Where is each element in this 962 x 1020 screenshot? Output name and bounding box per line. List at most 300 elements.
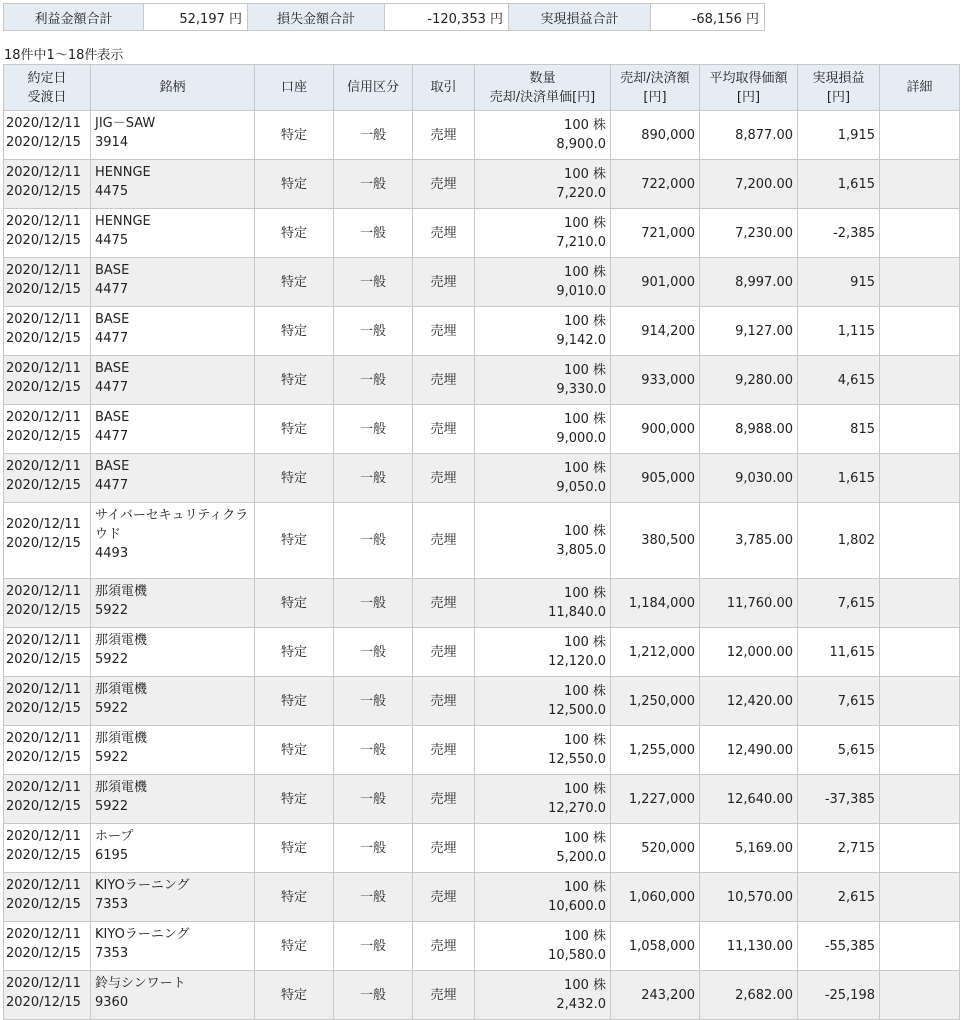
account-cell: 特定 bbox=[255, 405, 334, 454]
avg-cost-cell: 12,420.00 bbox=[700, 677, 798, 726]
quantity: 100 株 bbox=[564, 216, 606, 231]
trade-date: 2020/12/11 bbox=[6, 459, 81, 474]
header-date: 約定日 受渡日 bbox=[4, 65, 91, 111]
stock-code: 5922 bbox=[95, 652, 129, 667]
date-cell bbox=[4, 160, 91, 209]
stock-cell bbox=[91, 454, 255, 503]
avg-cost-cell: 2,682.00 bbox=[700, 971, 798, 1020]
quantity-cell bbox=[475, 454, 611, 503]
avg-cost-cell: 11,760.00 bbox=[700, 579, 798, 628]
credit-cell: 一般 bbox=[334, 873, 413, 922]
realized-pnl-cell: 1,615 bbox=[798, 454, 880, 503]
settle-date: 2020/12/15 bbox=[6, 897, 81, 912]
settle-date: 2020/12/15 bbox=[6, 750, 81, 765]
unit-price: 9,050.0 bbox=[556, 480, 606, 495]
trade-date: 2020/12/11 bbox=[6, 116, 81, 131]
sell-amount-cell: 1,250,000 bbox=[611, 677, 700, 726]
date-cell bbox=[4, 307, 91, 356]
credit-cell: 一般 bbox=[334, 677, 413, 726]
realized-pnl-cell: 915 bbox=[798, 258, 880, 307]
quantity-cell bbox=[475, 405, 611, 454]
avg-cost-cell: 10,570.00 bbox=[700, 873, 798, 922]
account-cell: 特定 bbox=[255, 454, 334, 503]
trade-date: 2020/12/11 bbox=[6, 410, 81, 425]
trade-type-cell: 売埋 bbox=[413, 454, 475, 503]
date-cell bbox=[4, 258, 91, 307]
table-row bbox=[4, 775, 960, 824]
date-cell bbox=[4, 677, 91, 726]
trade-date: 2020/12/11 bbox=[6, 780, 81, 795]
stock-name: JIG－SAW bbox=[95, 116, 156, 131]
sell-amount-cell: 722,000 bbox=[611, 160, 700, 209]
detail-cell bbox=[880, 405, 960, 454]
stock-code: 9360 bbox=[95, 995, 129, 1010]
date-cell bbox=[4, 775, 91, 824]
trade-date: 2020/12/11 bbox=[6, 633, 81, 648]
account-cell: 特定 bbox=[255, 111, 334, 160]
settle-date: 2020/12/15 bbox=[6, 429, 81, 444]
credit-cell: 一般 bbox=[334, 454, 413, 503]
quantity-cell bbox=[475, 971, 611, 1020]
account-cell: 特定 bbox=[255, 726, 334, 775]
stock-cell bbox=[91, 111, 255, 160]
settle-date: 2020/12/15 bbox=[6, 946, 81, 961]
sell-amount-cell: 1,255,000 bbox=[611, 726, 700, 775]
trade-type-cell: 売埋 bbox=[413, 258, 475, 307]
stock-cell bbox=[91, 579, 255, 628]
realized-pnl-cell: -37,385 bbox=[798, 775, 880, 824]
trade-type-cell: 売埋 bbox=[413, 356, 475, 405]
quantity: 100 株 bbox=[564, 831, 606, 846]
date-cell bbox=[4, 503, 91, 579]
detail-cell bbox=[880, 824, 960, 873]
sell-amount-cell: 914,200 bbox=[611, 307, 700, 356]
account-cell: 特定 bbox=[255, 160, 334, 209]
profit-total-label: 利益金額合計 bbox=[4, 4, 144, 31]
quantity: 100 株 bbox=[564, 733, 606, 748]
sell-amount-cell: 1,227,000 bbox=[611, 775, 700, 824]
stock-code: 7353 bbox=[95, 946, 129, 961]
unit-price: 3,805.0 bbox=[556, 542, 606, 558]
avg-cost-cell: 3,785.00 bbox=[700, 503, 798, 579]
stock-name: BASE bbox=[95, 459, 130, 474]
detail-cell bbox=[880, 775, 960, 824]
quantity-cell bbox=[475, 579, 611, 628]
trade-date: 2020/12/11 bbox=[6, 682, 81, 697]
account-cell: 特定 bbox=[255, 209, 334, 258]
table-row bbox=[4, 307, 960, 356]
settle-date: 2020/12/15 bbox=[6, 135, 81, 150]
settle-date: 2020/12/15 bbox=[6, 331, 81, 346]
settle-date: 2020/12/15 bbox=[6, 536, 81, 551]
unit-price: 8,900.0 bbox=[556, 137, 606, 152]
settle-date: 2020/12/15 bbox=[6, 603, 81, 618]
quantity-cell bbox=[475, 775, 611, 824]
quantity-cell bbox=[475, 356, 611, 405]
trade-date: 2020/12/11 bbox=[6, 312, 81, 327]
credit-cell: 一般 bbox=[334, 775, 413, 824]
realized-pnl-cell: -55,385 bbox=[798, 922, 880, 971]
loss-total-value: -120,353 円 bbox=[385, 4, 509, 31]
detail-cell bbox=[880, 873, 960, 922]
quantity-cell bbox=[475, 307, 611, 356]
summary-table bbox=[3, 3, 765, 31]
realized-total-label: 実現損益合計 bbox=[509, 4, 651, 31]
realized-pnl-cell: 7,615 bbox=[798, 677, 880, 726]
date-cell bbox=[4, 209, 91, 258]
credit-cell: 一般 bbox=[334, 307, 413, 356]
account-cell: 特定 bbox=[255, 628, 334, 677]
trade-type-cell: 売埋 bbox=[413, 677, 475, 726]
trade-date: 2020/12/11 bbox=[6, 263, 81, 278]
quantity-cell bbox=[475, 677, 611, 726]
unit-price: 12,550.0 bbox=[548, 752, 606, 767]
trade-date: 2020/12/11 bbox=[6, 214, 81, 229]
unit-price: 9,142.0 bbox=[556, 333, 606, 348]
trade-type-cell: 売埋 bbox=[413, 579, 475, 628]
date-cell bbox=[4, 579, 91, 628]
credit-cell: 一般 bbox=[334, 356, 413, 405]
credit-cell: 一般 bbox=[334, 579, 413, 628]
realized-pnl-cell: 7,615 bbox=[798, 579, 880, 628]
trade-type-cell: 売埋 bbox=[413, 160, 475, 209]
date-cell bbox=[4, 405, 91, 454]
table-row bbox=[4, 677, 960, 726]
date-cell bbox=[4, 922, 91, 971]
avg-cost-cell: 8,988.00 bbox=[700, 405, 798, 454]
quantity-cell bbox=[475, 160, 611, 209]
trade-type-cell: 売埋 bbox=[413, 307, 475, 356]
quantity-cell bbox=[475, 873, 611, 922]
stock-code: 5922 bbox=[95, 701, 129, 716]
detail-cell bbox=[880, 628, 960, 677]
date-cell bbox=[4, 873, 91, 922]
trade-type-cell: 売埋 bbox=[413, 111, 475, 160]
quantity: 100 株 bbox=[564, 118, 606, 133]
detail-cell bbox=[880, 726, 960, 775]
avg-cost-cell: 5,169.00 bbox=[700, 824, 798, 873]
stock-cell bbox=[91, 160, 255, 209]
stock-code: 6195 bbox=[95, 848, 129, 863]
quantity: 100 株 bbox=[564, 929, 606, 944]
unit-price: 9,330.0 bbox=[556, 382, 606, 397]
trade-type-cell: 売埋 bbox=[413, 873, 475, 922]
detail-cell bbox=[880, 579, 960, 628]
stock-name: サイバーセキュリティクラウド bbox=[95, 508, 249, 542]
trade-date: 2020/12/11 bbox=[6, 731, 81, 746]
header-trade: 取引 bbox=[413, 65, 475, 111]
quantity: 100 株 bbox=[564, 265, 606, 280]
credit-cell: 一般 bbox=[334, 971, 413, 1020]
quantity-cell bbox=[475, 258, 611, 307]
sell-amount-cell: 1,058,000 bbox=[611, 922, 700, 971]
stock-cell bbox=[91, 873, 255, 922]
credit-cell: 一般 bbox=[334, 405, 413, 454]
stock-cell bbox=[91, 971, 255, 1020]
stock-cell bbox=[91, 307, 255, 356]
table-row bbox=[4, 454, 960, 503]
stock-code: 4493 bbox=[95, 546, 129, 561]
avg-cost-cell: 9,127.00 bbox=[700, 307, 798, 356]
stock-name: BASE bbox=[95, 263, 130, 278]
stock-cell bbox=[91, 922, 255, 971]
realized-pnl-cell: 5,615 bbox=[798, 726, 880, 775]
account-cell: 特定 bbox=[255, 307, 334, 356]
quantity: 100 株 bbox=[564, 167, 606, 182]
settle-date: 2020/12/15 bbox=[6, 995, 81, 1010]
stock-code: 4477 bbox=[95, 380, 129, 395]
stock-name: 那須電機 bbox=[95, 780, 148, 795]
unit-price: 7,210.0 bbox=[556, 235, 606, 250]
table-row bbox=[4, 356, 960, 405]
stock-code: 5922 bbox=[95, 799, 129, 814]
table-row bbox=[4, 258, 960, 307]
unit-price: 10,580.0 bbox=[548, 948, 606, 963]
stock-cell bbox=[91, 503, 255, 579]
stock-cell bbox=[91, 628, 255, 677]
table-row bbox=[4, 579, 960, 628]
sell-amount-cell: 890,000 bbox=[611, 111, 700, 160]
trade-date: 2020/12/11 bbox=[6, 584, 81, 599]
header-sell-amount: 売却/決済額 [円] bbox=[611, 65, 700, 111]
quantity-cell bbox=[475, 111, 611, 160]
trade-date: 2020/12/11 bbox=[6, 361, 81, 376]
unit-price: 9,010.0 bbox=[556, 284, 606, 299]
account-cell: 特定 bbox=[255, 356, 334, 405]
avg-cost-cell: 11,130.00 bbox=[700, 922, 798, 971]
quantity-cell bbox=[475, 824, 611, 873]
unit-price: 2,432.0 bbox=[556, 997, 606, 1012]
table-row bbox=[4, 726, 960, 775]
settle-date: 2020/12/15 bbox=[6, 652, 81, 667]
avg-cost-cell: 8,877.00 bbox=[700, 111, 798, 160]
trade-date: 2020/12/11 bbox=[6, 878, 81, 893]
date-cell bbox=[4, 356, 91, 405]
quantity-cell bbox=[475, 922, 611, 971]
date-cell bbox=[4, 628, 91, 677]
account-cell: 特定 bbox=[255, 503, 334, 579]
avg-cost-cell: 9,280.00 bbox=[700, 356, 798, 405]
stock-cell bbox=[91, 258, 255, 307]
table-row bbox=[4, 628, 960, 677]
detail-cell bbox=[880, 922, 960, 971]
stock-name: BASE bbox=[95, 312, 130, 327]
unit-price: 12,270.0 bbox=[548, 801, 606, 816]
stock-code: 7353 bbox=[95, 897, 129, 912]
unit-price: 7,220.0 bbox=[556, 186, 606, 201]
stock-code: 5922 bbox=[95, 603, 129, 618]
stock-name: 那須電機 bbox=[95, 682, 148, 697]
trade-type-cell: 売埋 bbox=[413, 775, 475, 824]
sell-amount-cell: 721,000 bbox=[611, 209, 700, 258]
realized-pnl-cell: 2,615 bbox=[798, 873, 880, 922]
unit-price: 11,840.0 bbox=[548, 605, 606, 620]
realized-pnl-cell: -2,385 bbox=[798, 209, 880, 258]
table-row bbox=[4, 922, 960, 971]
date-cell bbox=[4, 111, 91, 160]
trade-type-cell: 売埋 bbox=[413, 971, 475, 1020]
sell-amount-cell: 901,000 bbox=[611, 258, 700, 307]
stock-cell bbox=[91, 405, 255, 454]
realized-pnl-cell: 4,615 bbox=[798, 356, 880, 405]
detail-cell bbox=[880, 971, 960, 1020]
trade-date: 2020/12/11 bbox=[6, 829, 81, 844]
header-detail: 詳細 bbox=[880, 65, 960, 111]
quantity-cell bbox=[475, 503, 611, 579]
header-row bbox=[4, 65, 960, 111]
realized-pnl-cell: 11,615 bbox=[798, 628, 880, 677]
settle-date: 2020/12/15 bbox=[6, 380, 81, 395]
date-cell bbox=[4, 971, 91, 1020]
credit-cell: 一般 bbox=[334, 824, 413, 873]
stock-name: HENNGE bbox=[95, 165, 151, 180]
sell-amount-cell: 1,060,000 bbox=[611, 873, 700, 922]
unit-price: 12,500.0 bbox=[548, 703, 606, 718]
credit-cell: 一般 bbox=[334, 726, 413, 775]
account-cell: 特定 bbox=[255, 677, 334, 726]
account-cell: 特定 bbox=[255, 258, 334, 307]
account-cell: 特定 bbox=[255, 775, 334, 824]
detail-cell bbox=[880, 454, 960, 503]
detail-cell bbox=[880, 307, 960, 356]
quantity: 100 株 bbox=[564, 412, 606, 427]
settle-date: 2020/12/15 bbox=[6, 184, 81, 199]
settle-date: 2020/12/15 bbox=[6, 799, 81, 814]
unit-price: 5,200.0 bbox=[556, 850, 606, 865]
realized-pnl-cell: 1,115 bbox=[798, 307, 880, 356]
sell-amount-cell: 933,000 bbox=[611, 356, 700, 405]
quantity: 100 株 bbox=[564, 978, 606, 993]
stock-code: 4475 bbox=[95, 184, 129, 199]
trade-date: 2020/12/11 bbox=[6, 976, 81, 991]
trade-date: 2020/12/11 bbox=[6, 927, 81, 942]
stock-code: 4475 bbox=[95, 233, 129, 248]
detail-cell bbox=[880, 160, 960, 209]
stock-code: 4477 bbox=[95, 478, 129, 493]
stock-name: 那須電機 bbox=[95, 731, 148, 746]
trade-type-cell: 売埋 bbox=[413, 209, 475, 258]
trade-date: 2020/12/11 bbox=[6, 517, 81, 532]
quantity: 100 株 bbox=[564, 880, 606, 895]
avg-cost-cell: 7,230.00 bbox=[700, 209, 798, 258]
stock-code: 5922 bbox=[95, 750, 129, 765]
header-realized-pnl: 実現損益 [円] bbox=[798, 65, 880, 111]
settle-date: 2020/12/15 bbox=[6, 701, 81, 716]
quantity: 100 株 bbox=[564, 523, 606, 539]
header-credit: 信用区分 bbox=[334, 65, 413, 111]
credit-cell: 一般 bbox=[334, 628, 413, 677]
realized-pnl-cell: 815 bbox=[798, 405, 880, 454]
table-row bbox=[4, 160, 960, 209]
realized-pnl-cell: 1,615 bbox=[798, 160, 880, 209]
settle-date: 2020/12/15 bbox=[6, 282, 81, 297]
sell-amount-cell: 900,000 bbox=[611, 405, 700, 454]
stock-name: 鈴与シンワート bbox=[95, 976, 186, 991]
table-row bbox=[4, 824, 960, 873]
unit-price: 12,120.0 bbox=[548, 654, 606, 669]
trade-type-cell: 売埋 bbox=[413, 922, 475, 971]
stock-code: 3914 bbox=[95, 135, 129, 150]
avg-cost-cell: 12,490.00 bbox=[700, 726, 798, 775]
stock-cell bbox=[91, 356, 255, 405]
settle-date: 2020/12/15 bbox=[6, 233, 81, 248]
header-avg-cost: 平均取得価額 [円] bbox=[700, 65, 798, 111]
avg-cost-cell: 7,200.00 bbox=[700, 160, 798, 209]
quantity-cell bbox=[475, 726, 611, 775]
result-count: 18件中1～18件表示 bbox=[4, 48, 124, 63]
realized-pnl-cell: 1,802 bbox=[798, 503, 880, 579]
stock-name: KIYOラーニング bbox=[95, 878, 190, 893]
account-cell: 特定 bbox=[255, 579, 334, 628]
stock-code: 4477 bbox=[95, 331, 129, 346]
unit-price: 10,600.0 bbox=[548, 899, 606, 914]
account-cell: 特定 bbox=[255, 971, 334, 1020]
quantity: 100 株 bbox=[564, 782, 606, 797]
header-quantity: 数量 売却/決済単価[円] bbox=[475, 65, 611, 111]
trade-history-table bbox=[3, 64, 960, 1020]
account-cell: 特定 bbox=[255, 873, 334, 922]
detail-cell bbox=[880, 258, 960, 307]
sell-amount-cell: 243,200 bbox=[611, 971, 700, 1020]
stock-code: 4477 bbox=[95, 429, 129, 444]
credit-cell: 一般 bbox=[334, 209, 413, 258]
trade-date: 2020/12/11 bbox=[6, 165, 81, 180]
table-row bbox=[4, 503, 960, 579]
stock-name: BASE bbox=[95, 361, 130, 376]
stock-name: 那須電機 bbox=[95, 633, 148, 648]
header-account: 口座 bbox=[255, 65, 334, 111]
quantity-cell bbox=[475, 209, 611, 258]
avg-cost-cell: 9,030.00 bbox=[700, 454, 798, 503]
table-row bbox=[4, 971, 960, 1020]
header-stock: 銘柄 bbox=[91, 65, 255, 111]
quantity: 100 株 bbox=[564, 684, 606, 699]
trade-type-cell: 売埋 bbox=[413, 726, 475, 775]
credit-cell: 一般 bbox=[334, 922, 413, 971]
quantity: 100 株 bbox=[564, 461, 606, 476]
realized-total-value: -68,156 円 bbox=[651, 4, 765, 31]
table-row bbox=[4, 873, 960, 922]
stock-cell bbox=[91, 775, 255, 824]
sell-amount-cell: 1,184,000 bbox=[611, 579, 700, 628]
stock-name: HENNGE bbox=[95, 214, 151, 229]
settle-date: 2020/12/15 bbox=[6, 478, 81, 493]
detail-cell bbox=[880, 503, 960, 579]
table-row bbox=[4, 405, 960, 454]
table-row bbox=[4, 209, 960, 258]
date-cell bbox=[4, 454, 91, 503]
realized-pnl-cell: -25,198 bbox=[798, 971, 880, 1020]
stock-cell bbox=[91, 824, 255, 873]
trade-type-cell: 売埋 bbox=[413, 405, 475, 454]
sell-amount-cell: 905,000 bbox=[611, 454, 700, 503]
unit-price: 9,000.0 bbox=[556, 431, 606, 446]
credit-cell: 一般 bbox=[334, 111, 413, 160]
account-cell: 特定 bbox=[255, 922, 334, 971]
quantity: 100 株 bbox=[564, 363, 606, 378]
trade-type-cell: 売埋 bbox=[413, 628, 475, 677]
stock-code: 4477 bbox=[95, 282, 129, 297]
loss-total-label: 損失金額合計 bbox=[248, 4, 385, 31]
detail-cell bbox=[880, 677, 960, 726]
profit-total-value: 52,197 円 bbox=[144, 4, 248, 31]
credit-cell: 一般 bbox=[334, 258, 413, 307]
avg-cost-cell: 12,000.00 bbox=[700, 628, 798, 677]
credit-cell: 一般 bbox=[334, 160, 413, 209]
account-cell: 特定 bbox=[255, 824, 334, 873]
stock-cell bbox=[91, 726, 255, 775]
stock-name: ホープ bbox=[95, 829, 134, 844]
